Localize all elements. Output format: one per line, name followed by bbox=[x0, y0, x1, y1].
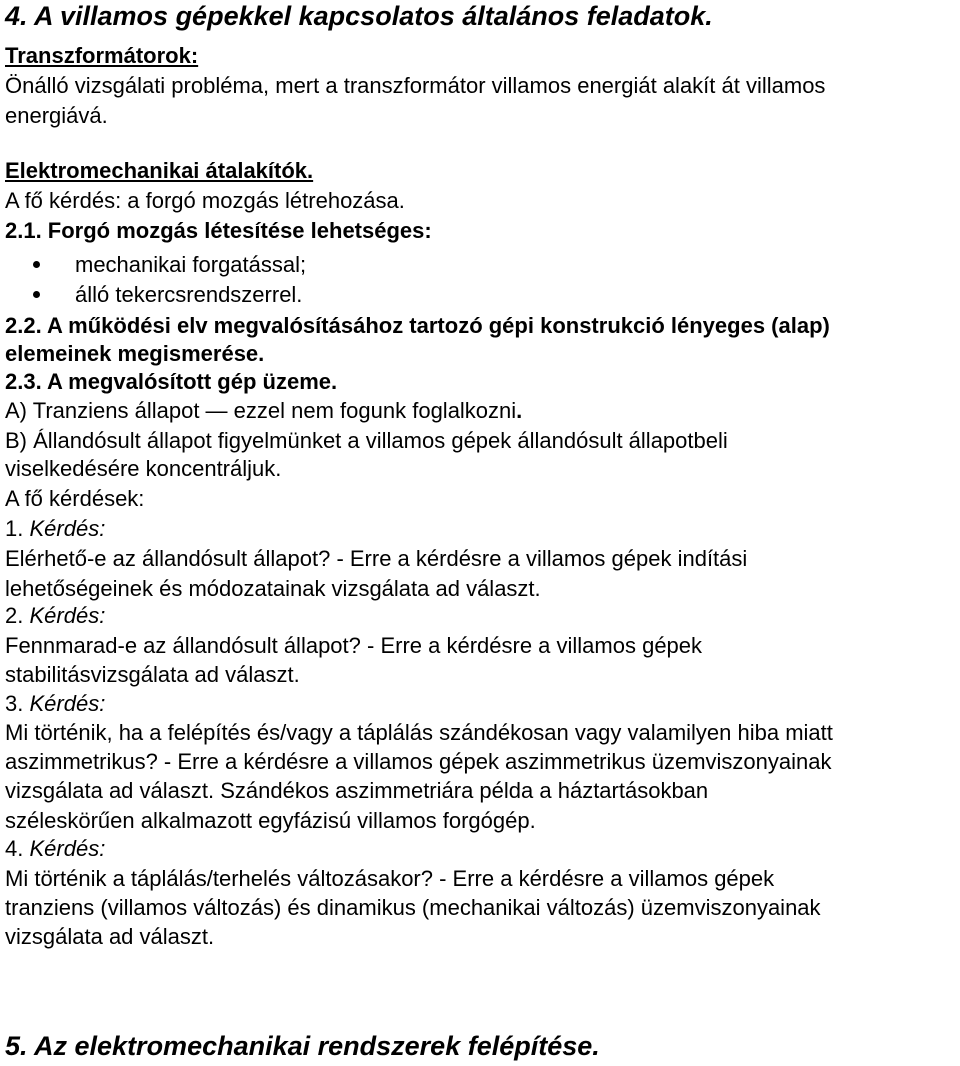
question-label: Kérdés: bbox=[29, 603, 106, 628]
question-3-line-4: széleskörűen alkalmazott egyfázisú villamos forgógép. bbox=[5, 808, 536, 833]
state-a-line bbox=[5, 398, 522, 424]
section-2-1-title: 2.1. Forgó mozgás létesítése lehetséges: bbox=[5, 218, 432, 243]
section-2-2-title-line-2: elemeinek megismerése. bbox=[5, 341, 265, 366]
state-b-line-1: B) Állandósult állapot figyelmünket a villamos gépek állandósult állapotbeli bbox=[5, 428, 728, 453]
question-2-line-1: Fennmarad-e az állandósult állapot? - Erre a kérdésre a villamos gépek bbox=[5, 633, 703, 658]
question-3-line-3: vizsgálata ad választ. Szándékos aszimmetriára példa a háztartásokban bbox=[5, 778, 709, 803]
question-1-heading bbox=[5, 516, 105, 542]
section-5-heading: 5. Az elektromechanikai rendszerek felépítése. bbox=[5, 1031, 600, 1061]
section-2-2-title-line-1: 2.2. A működési elv megvalósításához tartozó gépi konstrukció lényeges (alap) bbox=[5, 313, 830, 338]
state-a-label: A) Tranziens állapot bbox=[5, 398, 200, 423]
page-title: 4. A villamos gépekkel kapcsolatos általános feladatok. bbox=[5, 1, 713, 31]
question-3-heading bbox=[5, 691, 105, 717]
transformers-text-line-1: Önálló vizsgálati probléma, mert a transzformátor villamos energiát alakít át villamos bbox=[5, 73, 826, 98]
question-number: 2. bbox=[5, 603, 24, 628]
question-4-line-3: vizsgálata ad választ. bbox=[5, 924, 215, 949]
section-2-1-item-2: álló tekercsrendszerrel. bbox=[75, 282, 303, 307]
question-number: 4. bbox=[5, 836, 24, 861]
em-dash: — bbox=[199, 398, 234, 423]
transformers-text-line-2: energiává. bbox=[5, 103, 108, 128]
question-label: Kérdés: bbox=[29, 516, 106, 541]
state-b-line-2: viselkedésére koncentráljuk. bbox=[5, 456, 282, 481]
question-4-heading bbox=[5, 836, 105, 862]
bullet-icon bbox=[33, 291, 40, 298]
electromech-main-question: A fő kérdés: a forgó mozgás létrehozása. bbox=[5, 188, 405, 213]
state-a-period: . bbox=[516, 398, 523, 423]
transformers-title: Transzformátorok: bbox=[5, 43, 199, 68]
section-2-1-item-1: mechanikai forgatással; bbox=[75, 252, 307, 277]
question-number: 1. bbox=[5, 516, 24, 541]
question-label: Kérdés: bbox=[29, 691, 106, 716]
question-4-line-1: Mi történik a táplálás/terhelés változásakor? - Erre a kérdésre a villamos gépek bbox=[5, 866, 775, 891]
question-4-line-2: tranziens (villamos változás) és dinamikus (mechanikai változás) üzemviszonyainak bbox=[5, 895, 821, 920]
question-2-line-2: stabilitásvizsgálata ad választ. bbox=[5, 662, 300, 687]
question-label: Kérdés: bbox=[29, 836, 106, 861]
question-number: 3. bbox=[5, 691, 24, 716]
question-2-heading bbox=[5, 603, 105, 629]
question-1-line-1: Elérhető-e az állandósult állapot? - Erre a kérdésre a villamos gépek indítási bbox=[5, 546, 748, 571]
section-2-3-title: 2.3. A megvalósított gép üzeme. bbox=[5, 369, 338, 394]
question-3-line-1: Mi történik, ha a felépítés és/vagy a táplálás szándékosan vagy valamilyen hiba miatt bbox=[5, 720, 833, 745]
question-1-line-2: lehetőségeinek és módozatainak vizsgálata ad választ. bbox=[5, 576, 541, 601]
main-questions-label: A fő kérdések: bbox=[5, 486, 145, 511]
state-a-text: ezzel nem fogunk foglalkozni bbox=[233, 398, 517, 423]
question-3-line-2: aszimmetrikus? - Erre a kérdésre a villamos gépek aszimmetrikus üzemviszonyainak bbox=[5, 749, 832, 774]
bullet-icon bbox=[33, 261, 40, 268]
electromech-title: Elektromechanikai átalakítók. bbox=[5, 158, 314, 183]
